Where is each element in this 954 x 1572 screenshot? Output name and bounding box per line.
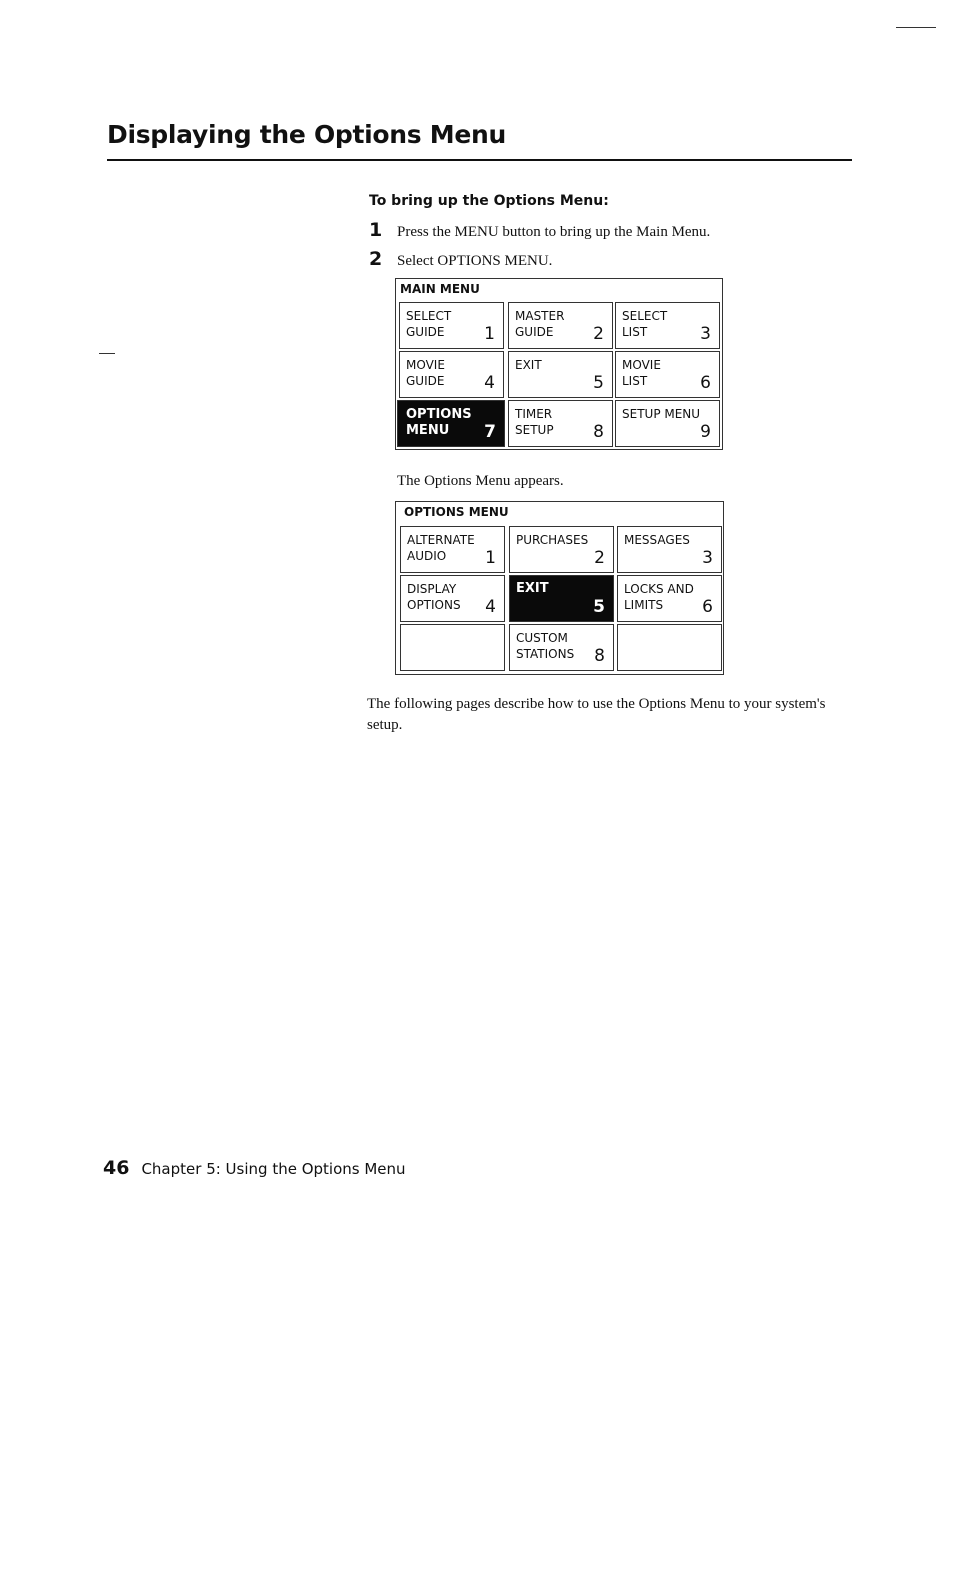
cell-number: 4 — [484, 373, 495, 393]
menu-cell-movie-list — [615, 351, 720, 398]
menu-cell-select-list — [615, 302, 720, 349]
menu-cell-display-options — [400, 575, 505, 622]
main-menu-illustration — [395, 278, 723, 450]
menu-cell-movie-guide — [399, 351, 504, 398]
menu-cell-custom-stations — [509, 624, 614, 671]
cell-number: 1 — [485, 548, 496, 568]
title-rule — [107, 159, 852, 161]
appears-text: The Options Menu appears. — [397, 473, 564, 489]
cell-label: MOVIE GUIDE — [406, 358, 445, 388]
menu-cell-empty — [617, 624, 722, 671]
cell-label: PURCHASES — [516, 533, 589, 547]
cell-number: 6 — [700, 373, 711, 393]
cell-number: 2 — [593, 324, 604, 344]
cell-label: EXIT — [516, 581, 549, 596]
cell-number: 1 — [484, 324, 495, 344]
menu-cell-select-guide — [399, 302, 504, 349]
menu-cell-timer-setup — [508, 400, 613, 447]
cell-label: OPTIONS MENU — [406, 407, 472, 438]
menu-header: MAIN MENU — [400, 282, 480, 296]
step-number: 1 — [369, 219, 383, 241]
menu-cell-alternate-audio — [400, 526, 505, 573]
cell-number: 2 — [594, 548, 605, 568]
description-paragraph: The following pages describe how to use the Options Menu to your system's setup. — [367, 696, 826, 733]
page-footer — [103, 1157, 406, 1179]
cell-number: 3 — [700, 324, 711, 344]
page-title: Displaying the Options Menu — [107, 120, 506, 149]
cell-label: MOVIE LIST — [622, 358, 661, 388]
cell-number: 9 — [700, 422, 711, 442]
cell-label: CUSTOM STATIONS — [516, 631, 575, 661]
page-number: 46 — [103, 1157, 130, 1179]
menu-cell-messages — [617, 526, 722, 573]
cell-number: 6 — [702, 597, 713, 617]
cell-number: 5 — [593, 373, 604, 393]
margin-mark — [99, 353, 115, 354]
step-1 — [369, 219, 710, 241]
menu-cell-locks-and-limits — [617, 575, 722, 622]
step-text: Select OPTIONS MENU. — [397, 253, 553, 269]
cell-label: MESSAGES — [624, 533, 690, 547]
cell-number: 8 — [594, 646, 605, 666]
cell-label: SELECT GUIDE — [406, 309, 452, 339]
cell-label: SELECT LIST — [622, 309, 668, 339]
cell-label: MASTER GUIDE — [515, 309, 565, 339]
cell-label: SETUP MENU — [622, 407, 701, 421]
menu-header: OPTIONS MENU — [404, 505, 509, 519]
options-menu-illustration — [395, 501, 724, 675]
menu-cell-purchases — [509, 526, 614, 573]
chapter-title: Chapter 5: Using the Options Menu — [141, 1160, 406, 1178]
menu-cell-setup-menu — [615, 400, 720, 447]
menu-cell-exit-selected — [509, 575, 614, 622]
cell-label: DISPLAY OPTIONS — [407, 582, 461, 612]
cell-label: TIMER SETUP — [515, 407, 554, 437]
cell-number: 5 — [593, 597, 605, 617]
cell-number: 4 — [485, 597, 496, 617]
menu-cell-empty — [400, 624, 505, 671]
step-number: 2 — [369, 248, 383, 270]
cell-label: LOCKS AND LIMITS — [624, 582, 694, 612]
section-subhead: To bring up the Options Menu: — [369, 193, 609, 209]
cell-number: 3 — [702, 548, 713, 568]
menu-cell-master-guide — [508, 302, 613, 349]
cell-label: ALTERNATE AUDIO — [407, 533, 475, 563]
step-text: Press the MENU button to bring up the Main Menu. — [397, 224, 711, 240]
corner-mark — [896, 27, 936, 28]
menu-cell-options-menu-selected — [397, 400, 505, 447]
cell-number: 8 — [593, 422, 604, 442]
menu-cell-exit — [508, 351, 613, 398]
cell-label: EXIT — [515, 358, 542, 372]
step-2 — [369, 248, 552, 270]
cell-number: 7 — [484, 422, 496, 442]
